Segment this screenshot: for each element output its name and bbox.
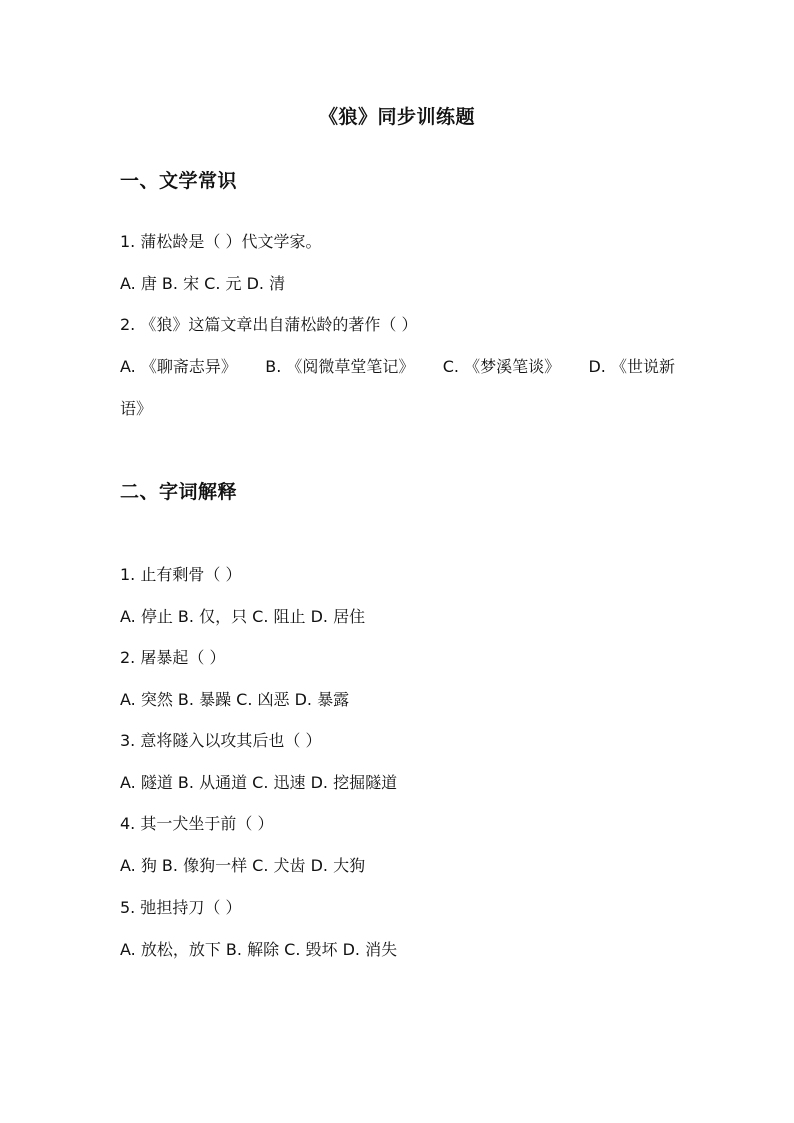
section-heading-literature: 一、文学常识 (120, 170, 238, 192)
question-stem: 4. 其一犬坐于前（ ） (120, 814, 274, 833)
question-stem: 2. 屠暴起（ ） (120, 648, 226, 667)
option-b: B. 《阅微草堂笔记》 (265, 357, 415, 376)
option-a: A. 《聊斋志异》 (120, 357, 237, 376)
question-options: A. 隧道 B. 从通道 C. 迅速 D. 挖掘隧道 (120, 773, 398, 792)
question-stem: 1. 止有剩骨（ ） (120, 565, 242, 584)
document-title: 《狼》同步训练题 (318, 106, 475, 128)
question-options (120, 355, 684, 379)
question-options-continued: 语》 (120, 399, 153, 418)
question-options: A. 放松，放下 B. 解除 C. 毁坏 D. 消失 (120, 940, 398, 959)
question-stem: 2. 《狼》这篇文章出自蒲松龄的著作（ ） (120, 315, 418, 334)
question-options: A. 唐 B. 宋 C. 元 D. 清 (120, 274, 286, 293)
question-stem: 1. 蒲松龄是（ ）代文学家。 (120, 232, 322, 251)
question-options: A. 狗 B. 像狗一样 C. 犬齿 D. 大狗 (120, 856, 366, 875)
option-d: D. 《世说新 (588, 357, 675, 376)
option-c: C. 《梦溪笔谈》 (442, 357, 561, 376)
question-stem: 3. 意将隧入以攻其后也（ ） (120, 731, 322, 750)
section-heading-vocabulary: 二、字词解释 (120, 481, 238, 503)
question-options: A. 突然 B. 暴躁 C. 凶恶 D. 暴露 (120, 690, 350, 709)
question-options: A. 停止 B. 仅，只 C. 阻止 D. 居住 (120, 607, 366, 626)
question-stem: 5. 弛担持刀（ ） (120, 898, 242, 917)
